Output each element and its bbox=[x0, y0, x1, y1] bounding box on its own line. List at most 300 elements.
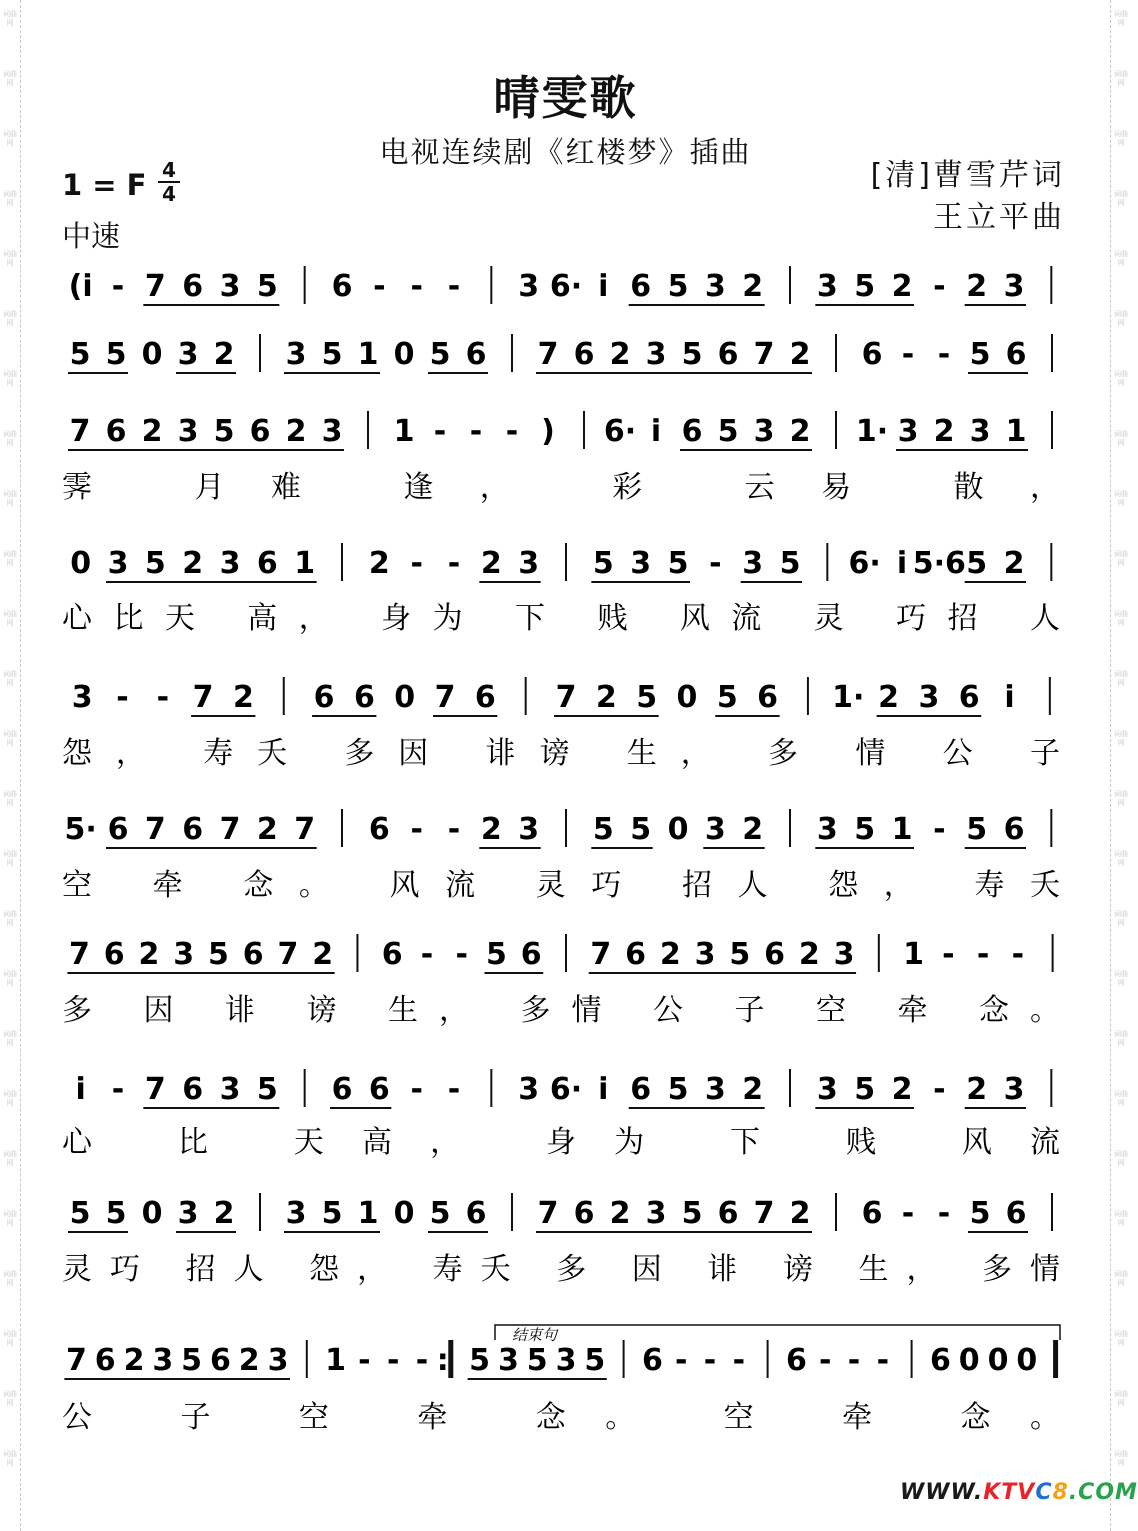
note: 3 bbox=[219, 269, 241, 304]
note: 2 bbox=[933, 414, 955, 449]
note: - bbox=[447, 1072, 461, 1107]
note: 6 bbox=[381, 937, 403, 972]
note: 6 bbox=[353, 680, 375, 715]
note: 3 bbox=[267, 1343, 289, 1378]
note: 6 bbox=[861, 1196, 883, 1231]
note: - bbox=[976, 937, 990, 972]
side-watermark-text: 词曲网 bbox=[3, 970, 17, 987]
note: 0 bbox=[958, 1343, 980, 1378]
side-watermark-text: 词曲网 bbox=[3, 190, 17, 207]
note: 3 bbox=[630, 546, 652, 581]
note: 1 bbox=[393, 414, 415, 449]
time-signature-bottom: 4 bbox=[162, 182, 176, 206]
note: - bbox=[937, 337, 951, 372]
note: 0 bbox=[141, 337, 163, 372]
note: 5 bbox=[667, 269, 689, 304]
note: 6 bbox=[520, 937, 542, 972]
note: 2 bbox=[966, 269, 988, 304]
note: 6 bbox=[625, 937, 646, 972]
note: i̇ bbox=[75, 1072, 86, 1107]
note: 3 bbox=[107, 546, 129, 581]
note: 6 bbox=[256, 546, 278, 581]
site-watermark-part: 8 bbox=[1052, 1480, 1069, 1505]
note: 5 bbox=[486, 937, 507, 972]
note: 5 bbox=[667, 546, 689, 581]
note: 7 bbox=[277, 937, 299, 972]
note: 6 bbox=[929, 1343, 951, 1378]
note: 1 bbox=[891, 812, 913, 847]
note: (i̇ bbox=[68, 269, 93, 304]
note: 2 bbox=[966, 1072, 988, 1107]
note: 0 bbox=[987, 1343, 1009, 1378]
side-watermark-text: 词曲网 bbox=[3, 910, 17, 927]
side-watermark-text: 词曲网 bbox=[1114, 1210, 1128, 1227]
song-subtitle: 电视连续剧《红楼梦》插曲 bbox=[379, 135, 752, 169]
note: 3 bbox=[645, 337, 667, 372]
note: 5 bbox=[69, 337, 91, 372]
note: i̇ bbox=[1004, 680, 1015, 715]
note: - bbox=[410, 269, 423, 304]
note: 5· bbox=[64, 812, 97, 847]
note: - bbox=[901, 337, 915, 372]
ending-bracket bbox=[495, 1325, 1060, 1344]
score-line-2 bbox=[68, 334, 1052, 373]
side-watermark-text: 词曲网 bbox=[1114, 670, 1128, 687]
side-watermark-text: 词曲网 bbox=[1114, 1270, 1128, 1287]
note: 5 bbox=[592, 812, 614, 847]
note: 2 bbox=[285, 414, 307, 449]
note: 6 bbox=[313, 680, 335, 715]
note: 3 bbox=[518, 1072, 540, 1107]
note: 5 bbox=[779, 546, 801, 581]
note: 5 bbox=[321, 337, 343, 372]
note: 2 bbox=[789, 414, 811, 449]
note: 5 bbox=[256, 1072, 278, 1107]
note: 3 bbox=[285, 1196, 307, 1231]
note: 3 bbox=[518, 269, 540, 304]
note: 6 bbox=[717, 1196, 739, 1231]
note: 5 bbox=[854, 1072, 876, 1107]
side-watermark-text: 词曲网 bbox=[1114, 1450, 1128, 1467]
note: 1 bbox=[903, 937, 925, 972]
note: 5 bbox=[69, 1196, 91, 1231]
key-signature: 1 = F bbox=[62, 168, 147, 202]
note: - bbox=[111, 269, 125, 304]
note: - bbox=[709, 546, 722, 581]
side-watermark-text: 词曲网 bbox=[3, 70, 17, 87]
note: 6 bbox=[630, 1072, 652, 1107]
side-watermark-text: 词曲网 bbox=[1114, 970, 1128, 987]
note: - bbox=[942, 937, 955, 972]
note: - bbox=[116, 680, 129, 715]
side-watermark-text: 词曲网 bbox=[1114, 730, 1128, 747]
note: 3 bbox=[918, 680, 940, 715]
note: 0 bbox=[141, 1196, 163, 1231]
note: 2 bbox=[138, 937, 160, 972]
lyric-line-4: 心比天 高， 身为 下 贱 风流 灵 巧招 人 bbox=[62, 601, 1060, 636]
note: 7 bbox=[590, 937, 612, 972]
note: 5 bbox=[969, 1196, 991, 1231]
site-watermark-part: WWW. bbox=[900, 1480, 984, 1505]
note: 6 bbox=[103, 937, 125, 972]
note: 2 bbox=[609, 337, 631, 372]
side-watermark-text: 词曲网 bbox=[3, 310, 17, 327]
note: 6 bbox=[1003, 812, 1025, 847]
note: 2 bbox=[891, 269, 913, 304]
side-watermark-text: 词曲网 bbox=[3, 670, 17, 687]
note: 3 bbox=[518, 546, 540, 581]
note: 6 bbox=[465, 1196, 487, 1231]
note: 7 bbox=[144, 812, 166, 847]
note: 7 bbox=[555, 680, 577, 715]
note: 3 bbox=[1003, 269, 1025, 304]
side-watermark-text: 词曲网 bbox=[3, 1210, 17, 1227]
note: 5 bbox=[854, 269, 876, 304]
note: 3 bbox=[555, 1343, 577, 1378]
note: 5 bbox=[729, 937, 751, 972]
note: 3 bbox=[816, 269, 838, 304]
note: 6 bbox=[630, 269, 652, 304]
note: 6 bbox=[764, 937, 785, 972]
side-watermark-text: 词曲网 bbox=[3, 1030, 17, 1047]
note: 6 bbox=[331, 269, 353, 304]
note: - bbox=[111, 1072, 125, 1107]
side-watermark-text: 词曲网 bbox=[3, 1330, 17, 1347]
note: - bbox=[847, 1343, 861, 1378]
note: - bbox=[703, 1343, 717, 1378]
note: 2 bbox=[789, 337, 811, 372]
note: 3 bbox=[71, 680, 93, 715]
note: 6 bbox=[182, 1072, 204, 1107]
note: - bbox=[373, 269, 386, 304]
note: 3 bbox=[694, 937, 716, 972]
note: 3 bbox=[177, 337, 199, 372]
site-watermark-part: KTV bbox=[983, 1480, 1036, 1505]
note: 6 bbox=[757, 680, 779, 715]
side-watermark-text: 词曲网 bbox=[1114, 250, 1128, 267]
note: 7 bbox=[537, 1196, 559, 1231]
note: 5 bbox=[256, 269, 278, 304]
note: 2 bbox=[595, 680, 617, 715]
note: 7 bbox=[434, 680, 456, 715]
lyric-line-8: 心 比 天高， 身为 下 贱 风流 bbox=[62, 1125, 1060, 1160]
side-watermark-text: 词曲网 bbox=[1114, 370, 1128, 387]
note: 1 bbox=[357, 337, 379, 372]
note: - bbox=[386, 1343, 400, 1378]
note: 5·6 bbox=[912, 546, 966, 581]
note: 5 bbox=[429, 337, 451, 372]
note: - bbox=[410, 1072, 423, 1107]
score-line-1 bbox=[69, 266, 1052, 305]
note: 5 bbox=[469, 1343, 491, 1378]
side-watermark-text: 词曲网 bbox=[1114, 10, 1128, 27]
song-title: 晴雯歌 bbox=[493, 71, 638, 125]
note: 5 bbox=[592, 546, 614, 581]
side-watermark-text: 词曲网 bbox=[3, 550, 17, 567]
note: 3 bbox=[1003, 1072, 1025, 1107]
note: i̇ bbox=[598, 269, 609, 304]
note: 2 bbox=[233, 680, 254, 715]
note: - bbox=[933, 812, 946, 847]
note: 2 bbox=[878, 680, 899, 715]
note: 5 bbox=[526, 1343, 548, 1378]
note: 6 bbox=[1005, 337, 1027, 372]
note: 3 bbox=[219, 546, 241, 581]
time-signature-top: 4 bbox=[162, 158, 176, 182]
score-line-6 bbox=[65, 809, 1052, 848]
note: 5 bbox=[630, 812, 652, 847]
note: 2 bbox=[480, 546, 502, 581]
note: 6 bbox=[717, 337, 739, 372]
note: 7 bbox=[537, 337, 559, 372]
site-watermark bbox=[900, 1480, 1138, 1505]
note: - bbox=[447, 812, 461, 847]
side-watermark-text: 词曲网 bbox=[3, 1270, 17, 1287]
note: 3 bbox=[321, 414, 343, 449]
note: 7 bbox=[65, 1343, 87, 1378]
note: 5 bbox=[717, 414, 739, 449]
note: 2 bbox=[789, 1196, 811, 1231]
note: 6 bbox=[573, 337, 595, 372]
note: 3 bbox=[152, 1343, 174, 1378]
note: 0 bbox=[1016, 1343, 1038, 1378]
note: 2 bbox=[182, 546, 204, 581]
lyricist-credit: [清]曹雪芹词 bbox=[870, 158, 1065, 193]
note: 3 bbox=[497, 1343, 519, 1378]
note: 5 bbox=[181, 1343, 203, 1378]
note: ) bbox=[541, 414, 555, 449]
note: - bbox=[410, 812, 423, 847]
note: 6· bbox=[549, 269, 583, 304]
score-line-3 bbox=[68, 411, 1052, 450]
note: 6 bbox=[105, 414, 127, 449]
note: 6 bbox=[331, 1072, 353, 1107]
note: 5 bbox=[636, 680, 658, 715]
note: 7 bbox=[219, 812, 241, 847]
note: 6· bbox=[848, 546, 881, 581]
note: 3 bbox=[704, 1072, 726, 1107]
side-watermark-text: 词曲网 bbox=[1114, 430, 1128, 447]
score-line-5 bbox=[72, 677, 1050, 716]
note: 7 bbox=[68, 937, 90, 972]
note: 6· bbox=[603, 414, 637, 449]
note: 5 bbox=[105, 337, 127, 372]
note: 6 bbox=[958, 680, 980, 715]
note: 0 bbox=[676, 680, 698, 715]
note: 0 bbox=[393, 337, 415, 372]
note: 1 bbox=[357, 1196, 379, 1231]
side-watermark-text: 词曲网 bbox=[3, 250, 17, 267]
side-watermark-text: 词曲网 bbox=[3, 10, 17, 27]
note: 2 bbox=[742, 812, 764, 847]
note: 6 bbox=[681, 414, 703, 449]
note: - bbox=[156, 680, 170, 715]
note: 1 bbox=[325, 1343, 347, 1378]
note: - bbox=[732, 1343, 746, 1378]
note: - bbox=[933, 269, 946, 304]
note: 2 bbox=[798, 937, 820, 972]
note: 5 bbox=[854, 812, 876, 847]
note: 6 bbox=[209, 1343, 231, 1378]
note: 6 bbox=[861, 337, 883, 372]
side-watermark-text: 词曲网 bbox=[3, 1150, 17, 1167]
note: 7 bbox=[753, 337, 775, 372]
note: 6 bbox=[465, 337, 487, 372]
note: - bbox=[1011, 937, 1025, 972]
note: 5 bbox=[969, 337, 991, 372]
side-watermark-text: 词曲网 bbox=[1114, 310, 1128, 327]
lyric-line-9: 灵巧 招人 怨， 寿夭 多 因 诽 谤 生， 多情 bbox=[62, 1252, 1060, 1287]
lyric-line-7: 多 因 诽 谤 生， 多情 公 子 空 牵 念。 bbox=[62, 993, 1060, 1028]
note: 6· bbox=[549, 1072, 583, 1107]
note: - bbox=[447, 269, 461, 304]
note: 5 bbox=[429, 1196, 451, 1231]
side-watermark-text: 词曲网 bbox=[1114, 850, 1128, 867]
lyric-line-10: 公 子 空 牵 念。 空 牵 念。 bbox=[62, 1400, 1060, 1435]
side-watermark-text: 词曲网 bbox=[1114, 1330, 1128, 1347]
note: 6 bbox=[249, 414, 271, 449]
note: 3 bbox=[173, 937, 195, 972]
note: 3 bbox=[645, 1196, 667, 1231]
side-watermark-text: 词曲网 bbox=[1114, 1150, 1128, 1167]
tempo-marking: 中速 bbox=[62, 219, 121, 253]
note: - bbox=[818, 1343, 832, 1378]
note: 1 bbox=[1005, 414, 1027, 449]
side-watermark-text: 词曲网 bbox=[3, 1450, 17, 1467]
note: 5 bbox=[681, 1196, 703, 1231]
note: 3 bbox=[704, 269, 726, 304]
note: 6 bbox=[1005, 1196, 1027, 1231]
note: - bbox=[420, 937, 434, 972]
note: 3 bbox=[285, 337, 307, 372]
note: 3 bbox=[177, 1196, 199, 1231]
note: 3 bbox=[833, 937, 855, 972]
repeat-sign: : bbox=[436, 1343, 449, 1378]
side-watermark-text: 词曲网 bbox=[1114, 1390, 1128, 1407]
note: 5 bbox=[667, 1072, 689, 1107]
score-line-4 bbox=[70, 543, 1051, 582]
side-watermark-text: 词曲网 bbox=[1114, 790, 1128, 807]
note: 6 bbox=[368, 1072, 390, 1107]
note: 6 bbox=[573, 1196, 595, 1231]
site-watermark-part: C bbox=[1035, 1480, 1053, 1505]
note: 7 bbox=[144, 1072, 166, 1107]
note: 7 bbox=[192, 680, 214, 715]
score-line-9 bbox=[68, 1193, 1052, 1232]
note: 2 bbox=[123, 1343, 145, 1378]
side-watermark-text: 词曲网 bbox=[3, 730, 17, 747]
note: i̇ bbox=[598, 1072, 609, 1107]
note: 7 bbox=[753, 1196, 775, 1231]
side-watermark-text: 词曲网 bbox=[3, 1090, 17, 1107]
note: 7 bbox=[294, 812, 316, 847]
note: i̇ bbox=[896, 546, 908, 581]
note: - bbox=[505, 414, 519, 449]
note: - bbox=[933, 1072, 946, 1107]
score-line-7 bbox=[67, 934, 1052, 973]
note: - bbox=[358, 1343, 371, 1378]
side-watermark-text: 词曲网 bbox=[1114, 190, 1128, 207]
lyric-line-3: 霁 月难 逢， 彩 云易 散， bbox=[62, 470, 1060, 505]
side-watermark-text: 词曲网 bbox=[1114, 1090, 1128, 1107]
side-watermark-text: 词曲网 bbox=[3, 430, 17, 447]
note: 7 bbox=[144, 269, 166, 304]
note: 5 bbox=[213, 414, 235, 449]
note: 2 bbox=[1003, 546, 1025, 581]
lyric-line-5: 怨， 寿夭 多因 诽谤 生， 多 情 公 子 bbox=[62, 736, 1060, 771]
side-watermark-text: 词曲网 bbox=[1114, 910, 1128, 927]
side-watermark-text: 词曲网 bbox=[1114, 130, 1128, 147]
side-watermark-text: 词曲网 bbox=[1114, 490, 1128, 507]
note: - bbox=[876, 1343, 890, 1378]
note: - bbox=[415, 1343, 429, 1378]
note: - bbox=[433, 414, 447, 449]
note: 3 bbox=[969, 414, 991, 449]
note: 5 bbox=[321, 1196, 343, 1231]
side-watermark-text: 词曲网 bbox=[1114, 610, 1128, 627]
note: 3 bbox=[897, 414, 919, 449]
note: 6 bbox=[182, 812, 204, 847]
note: - bbox=[901, 1196, 915, 1231]
note: 3 bbox=[518, 812, 540, 847]
note: 2 bbox=[659, 937, 681, 972]
note: 3 bbox=[704, 812, 726, 847]
side-watermark-text: 词曲网 bbox=[1114, 550, 1128, 567]
note: 3 bbox=[816, 812, 838, 847]
note: 2 bbox=[368, 546, 390, 581]
note: 2 bbox=[213, 1196, 235, 1231]
note: 0 bbox=[393, 1196, 415, 1231]
note: 2 bbox=[742, 269, 764, 304]
note: i̇ bbox=[650, 414, 662, 449]
note: 3 bbox=[177, 414, 199, 449]
note: 6 bbox=[785, 1343, 807, 1378]
note: 6 bbox=[182, 269, 204, 304]
note: 2 bbox=[609, 1196, 631, 1231]
side-watermark-text: 词曲网 bbox=[3, 1390, 17, 1407]
note: 5 bbox=[966, 812, 988, 847]
note: 5 bbox=[681, 337, 703, 372]
note: 5 bbox=[584, 1343, 606, 1378]
note: - bbox=[937, 1196, 951, 1231]
side-watermark-text: 词曲网 bbox=[1114, 70, 1128, 87]
note: 1 bbox=[294, 546, 316, 581]
note: 7 bbox=[69, 414, 91, 449]
note: 2 bbox=[891, 1072, 913, 1107]
side-watermark-text: 词曲网 bbox=[3, 130, 17, 147]
composer-credit: 王立平曲 bbox=[933, 200, 1065, 235]
note: - bbox=[469, 414, 483, 449]
side-watermark-text: 词曲网 bbox=[3, 370, 17, 387]
note: - bbox=[447, 546, 461, 581]
note: 5 bbox=[716, 680, 738, 715]
note: - bbox=[455, 937, 468, 972]
note: 0 bbox=[70, 546, 92, 581]
score-line-10 bbox=[64, 1340, 1055, 1379]
note: 1· bbox=[832, 680, 865, 715]
note: 0 bbox=[667, 812, 689, 847]
note: 2 bbox=[238, 1343, 260, 1378]
note: 6 bbox=[242, 937, 264, 972]
note: 2 bbox=[742, 1072, 764, 1107]
note: 2 bbox=[141, 414, 163, 449]
note: 2 bbox=[480, 812, 502, 847]
note: 5 bbox=[966, 546, 988, 581]
note: 6 bbox=[368, 812, 390, 847]
note: 3 bbox=[753, 414, 775, 449]
note: 6 bbox=[474, 680, 496, 715]
note: 5 bbox=[144, 546, 166, 581]
